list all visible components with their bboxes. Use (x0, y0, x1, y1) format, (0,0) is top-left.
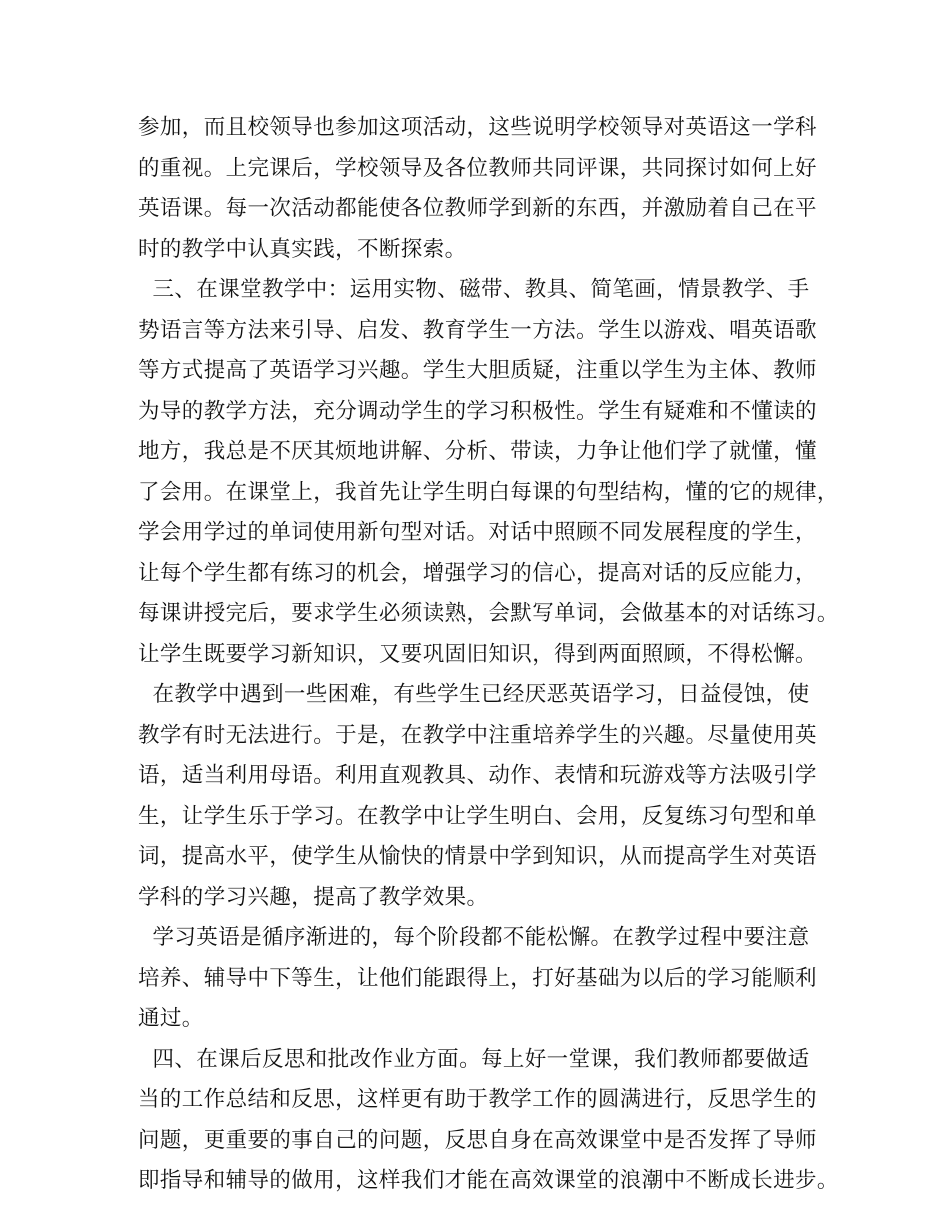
text-line: 通过。 (138, 1006, 204, 1031)
text-line: 教学有时无法进行。于是，在教学中注重培养学生的兴趣。尽量使用英 (138, 722, 817, 748)
text-line: 在教学中遇到一些困难，有些学生已经厌恶英语学习，日益侵蚀，使 (138, 682, 810, 707)
text-line: 每课讲授完后，要求学生必须读熟，会默写单词，会做基本的对话练习。 (138, 601, 839, 626)
text-line: 三、在课堂教学中：运用实物、磁带、教具、简笔画，情景教学、手 (138, 277, 810, 302)
text-line: 学会用学过的单词使用新句型对话。对话中照顾不同发展程度的学生， (138, 520, 817, 545)
document-body (138, 108, 838, 1202)
text-line: 即指导和辅导的做用，这样我们才能在高效课堂的浪潮中不断成长进步。 (138, 1168, 839, 1193)
text-line: 四、在课后反思和批改作业方面。每上好一堂课，我们教师都要做适 (138, 1046, 810, 1072)
text-line: 时的教学中认真实践，不断探索。 (138, 236, 467, 262)
text-line: 让每个学生都有练习的机会，增强学习的信心，提高对话的反应能力， (138, 560, 817, 586)
text-line: 了会用。在课堂上，我首先让学生明白每课的句型结构，懂的它的规律， (138, 479, 839, 505)
text-line: 为导的教学方法，充分调动学生的学习积极性。学生有疑难和不懂读的 (138, 398, 817, 424)
text-line: 英语课。每一次活动都能使各位教师学到新的东西，并激励着自己在平 (138, 196, 817, 221)
text-line: 参加，而且校领导也参加这项活动，这些说明学校领导对英语这一学科 (138, 115, 817, 140)
text-line: 等方式提高了英语学习兴趣。学生大胆质疑，注重以学生为主体、教师 (138, 358, 817, 383)
text-line: 语，适当利用母语。利用直观教具、动作、表情和玩游戏等方法吸引学 (138, 763, 817, 788)
text-line: 生，让学生乐于学习。在教学中让学生明白、会用，反复练习句型和单 (138, 803, 817, 829)
text-line: 当的工作总结和反思，这样更有助于教学工作的圆满进行，反思学生的 (138, 1087, 817, 1112)
text-line: 势语言等方法来引导、启发、教育学生一方法。学生以游戏、唱英语歌 (138, 317, 817, 343)
text-line: 培养、辅导中下等生，让他们能跟得上，打好基础为以后的学习能顺利 (138, 965, 817, 991)
text-line: 的重视。上完课后，学校领导及各位教师共同评课，共同探讨如何上好 (138, 155, 817, 181)
text-line: 问题，更重要的事自己的问题，反思自身在高效课堂中是否发挥了导师 (138, 1127, 817, 1153)
text-line: 学习英语是循序渐进的，每个阶段都不能松懈。在教学过程中要注意 (138, 925, 810, 950)
text-line: 词，提高水平，使学生从愉快的情景中学到知识，从而提高学生对英语 (138, 844, 817, 869)
text-line: 让学生既要学习新知识，又要巩固旧知识，得到两面照顾，不得松懈。 (138, 641, 817, 667)
text-line: 学科的学习兴趣，提高了教学效果。 (138, 884, 489, 910)
text-line: 地方，我总是不厌其烦地讲解、分析、带读，力争让他们学了就懂，懂 (138, 439, 817, 464)
